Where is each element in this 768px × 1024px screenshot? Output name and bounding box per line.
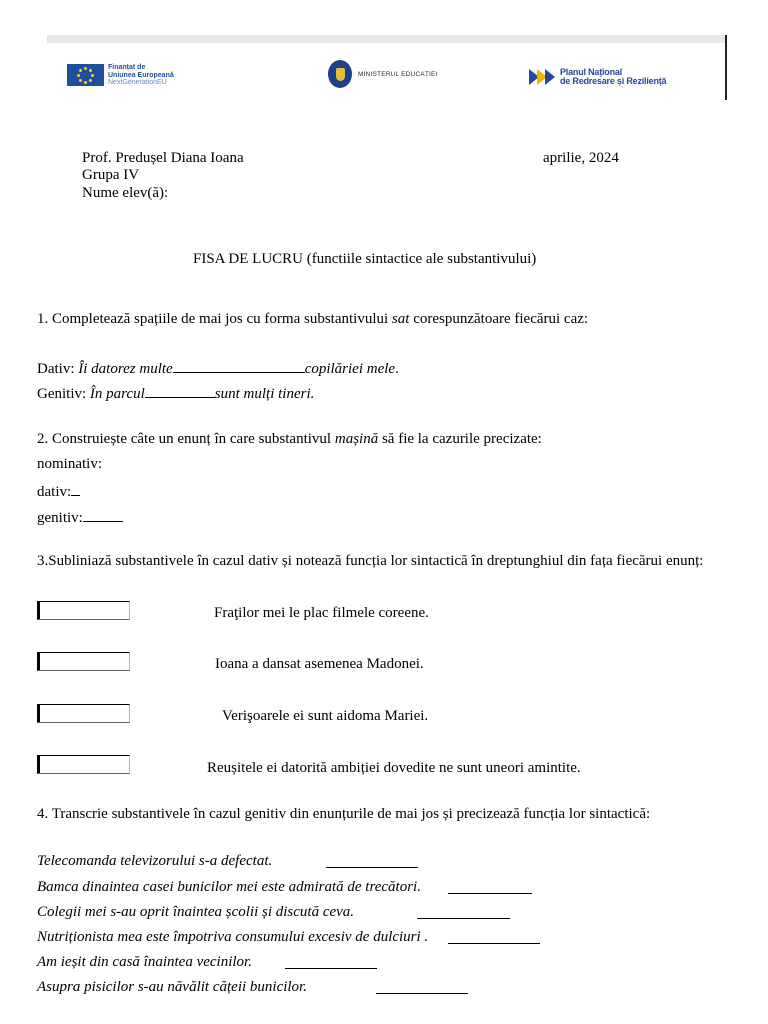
eu-logo [67,64,174,87]
pnrr-line-1: Planul Național [560,66,623,77]
pnrr-line-2: de Redresare și Reziliență [560,76,667,86]
exercise-1-keyword: sat [391,311,410,327]
ministry-name: MINISTERUL EDUCAȚIEI [358,70,438,78]
exercise-4-sentence: Telecomanda televizorului s-a defectat. [37,853,273,869]
answer-blank[interactable] [417,904,510,919]
pnrr-arrow-icon [529,67,557,87]
exercise-2-keyword: mașină [334,431,379,447]
answer-blank[interactable] [285,954,377,969]
exercise-1-prompt: 1. Completează spațiile de mai jos cu forma substantivului sat corespunzătoare fiecărui caz: [37,311,589,327]
answer-blank[interactable] [145,383,215,398]
answer-blank[interactable] [448,929,540,944]
exercise-3-sentence: Verişoarele ei sunt aidoma Mariei. [222,708,429,724]
exercise-2-dativ: dativ: [37,481,80,501]
answer-blank[interactable] [448,879,532,894]
answer-box[interactable] [37,601,130,620]
eu-line-1: Finanțat de [108,64,146,71]
exercise-4-sentence: Nutriționista mea este împotriva consumului excesiv de dulciuri . [37,929,429,945]
eu-line-3: NextGenerationEU [108,79,167,86]
teacher-name: Prof. Predușel Diana Ioana [82,150,244,166]
answer-blank[interactable] [83,507,123,522]
answer-box[interactable] [37,755,130,774]
group-label: Grupa IV [82,167,140,183]
answer-blank[interactable] [71,481,80,496]
answer-blank[interactable] [173,358,305,373]
exercise-3-prompt: 3.Subliniază substantivele în cazul dativ și notează funcția lor sintactică în dreptunghiul din fața fiecărui enunț: [37,553,704,569]
answer-box[interactable] [37,704,130,723]
worksheet-date: aprilie, 2024 [543,150,619,166]
exercise-2-prompt: 2. Construiește câte un enunț în care substantivul mașină să fie la cazurile precizate: [37,431,542,447]
exercise-1-genitiv: Genitiv: În parcul sunt mulți tineri. [37,383,314,403]
coat-of-arms-icon [328,60,352,88]
eu-line-2: Uniunea Europeană [108,71,174,79]
exercise-4-sentence: Am ieșit din casă înaintea vecinilor. [37,954,252,970]
answer-box[interactable] [37,652,130,671]
exercise-4-prompt: 4. Transcrie substantivele în cazul genitiv din enunțurile de mai jos și precizează funcția lor sintactică: [37,806,651,822]
exercise-4-sentence: Asupra pisicilor s-au năvălit cățeii bunicilor. [37,979,307,995]
header-divider [725,35,727,100]
exercise-3-sentence: Reușitele ei datorită ambiției dovedite ne sunt uneori amintite. [207,760,581,776]
exercise-3-sentence: Ioana a dansat asemenea Madonei. [215,656,424,672]
exercise-4-sentence: Colegii mei s-au oprit înaintea școlii și discută ceva. [37,904,355,920]
exercise-2-nominativ: nominativ: [37,456,102,472]
student-name-label: Nume elev(ă): [82,185,169,201]
page-title: FISA DE LUCRU (functiile sintactice ale substantivului) [193,251,537,267]
exercise-3-sentence: Fraţilor mei le plac filmele coreene. [214,605,429,621]
exercise-2-genitiv: genitiv: [37,507,123,527]
ministry-logo [328,60,438,88]
answer-blank[interactable] [326,853,418,868]
pnrr-logo [529,67,666,87]
answer-blank[interactable] [376,979,468,994]
eu-flag-icon [67,64,104,86]
exercise-4-sentence: Bamca dinaintea casei bunicilor mei este admirată de trecători. [37,879,421,895]
exercise-1-dativ: Dativ: Îi datorez multe copilăriei mele. [37,358,399,378]
